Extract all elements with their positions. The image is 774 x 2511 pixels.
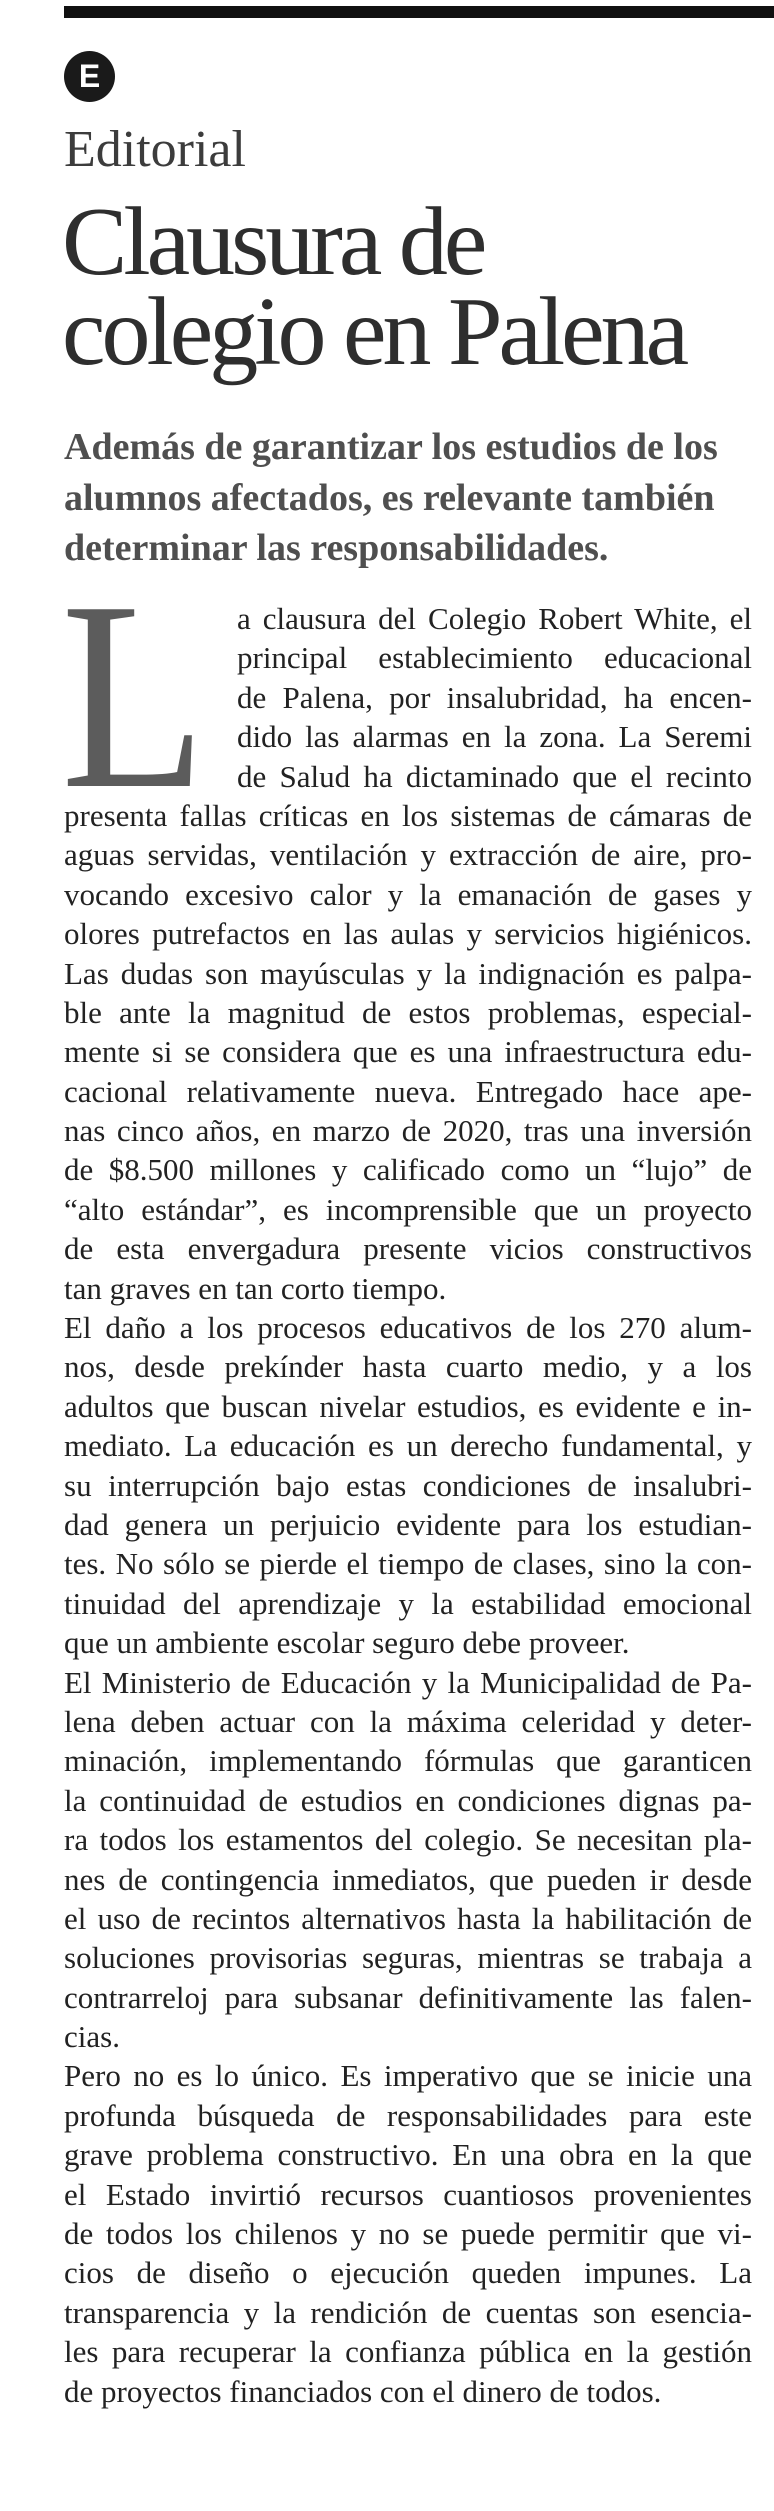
headline [62,188,686,386]
body-line: principal establecimiento educacional [237,640,752,676]
section-badge: E [64,51,115,102]
body-line: olores putrefactos en las aulas y servicios higiénicos. [64,916,752,952]
body-line: grave problema constructivo. En una obra en la que [64,2137,752,2173]
headline-line: Clausura de [62,188,484,296]
body-line: el Estado invirtió recursos cuantiosos provenientes [64,2176,752,2212]
body-line: dido las alarmas en la zona. La Seremi [237,719,752,755]
body-line: El Ministerio de Educación y la Municipalidad de Pa- [64,1664,752,1700]
body-line: el uso de recintos alternativos hasta la habilitación de [64,1900,752,1936]
body-line: soluciones provisorias seguras, mientras se trabaja a [64,1940,752,1976]
body-line: Pero no es lo único. Es imperativo que se inicie una [64,2058,752,2094]
body-line: mente si se considera que es una infraestructura edu- [64,1034,752,1070]
body-line: Las dudas son mayúsculas y la indignación es palpa- [64,955,752,991]
body-line: cias. [64,2019,120,2055]
body-line: El daño a los procesos educativos de los 270 alum- [64,1310,752,1346]
body-line: nas cinco años, en marzo de 2020, tras una inversión [64,1113,752,1149]
paragraph [64,1308,752,1663]
body-line: tes. No sólo se pierde el tiempo de clases, sino la con- [64,1546,752,1582]
paragraph [64,1663,752,2057]
article-body [64,599,752,2411]
body-line: minación, implementando fórmulas que garanticen [64,1743,752,1779]
body-line: nes de contingencia inmediatos, que pueden ir desde [64,1861,752,1897]
body-line: mediato. La educación es un derecho fundamental, y [64,1428,752,1464]
drop-cap: L [61,546,207,845]
body-line: de Salud ha dictaminado que el recinto [237,758,752,794]
headline-line: colegio en Palena [62,278,686,386]
subheadline-line: Además de garantizar los estudios de los [64,426,718,468]
subheadline-line: determinar las responsabilidades. [64,527,609,569]
paragraph [64,2056,752,2411]
top-rule [64,6,774,18]
body-line: la continuidad de estudios en condiciones dignas pa- [64,1782,752,1818]
body-line: de esta envergadura presente vicios constructivos [64,1231,752,1267]
body-line: tan graves en tan corto tiempo. [64,1270,447,1306]
body-line: de $8.500 millones y calificado como un “lujo” de [64,1152,752,1188]
body-line: nos, desde prekínder hasta cuarto medio, y a los [64,1349,752,1385]
body-line: de todos los chilenos y no se puede permitir que vi- [64,2216,752,2252]
body-line: transparencia y la rendición de cuentas son esencia- [64,2294,752,2330]
body-line: ra todos los estamentos del colegio. Se necesitan pla- [64,1822,752,1858]
body-line: de proyectos financiados con el dinero de todos. [64,2373,662,2409]
body-line: “alto estándar”, es incomprensible que un proyecto [64,1191,752,1227]
body-line: aguas servidas, ventilación y extracción de aire, pro- [64,837,752,873]
body-line: que un ambiente escolar seguro debe proveer. [64,1625,630,1661]
body-line: lena deben actuar con la máxima celeridad y deter- [64,1703,752,1739]
body-line: tinuidad del aprendizaje y la estabilidad emocional [64,1585,752,1621]
body-line: cacional relativamente nueva. Entregado hace ape- [64,1073,752,1109]
body-line: su interrupción bajo estas condiciones de insalubri- [64,1467,752,1503]
body-line: cios de diseño o ejecución queden impunes. La [64,2255,752,2291]
body-line: de Palena, por insalubridad, ha encen- [237,679,752,715]
body-line: profunda búsqueda de responsabilidades para este [64,2097,752,2133]
body-line: ble ante la magnitud de estos problemas, especial- [64,994,752,1030]
body-line: dad genera un perjuicio evidente para los estudian- [64,1506,752,1542]
body-line: presenta fallas críticas en los sistemas de cámaras de [64,797,752,833]
body-line: les para recuperar la confianza pública en la gestión [64,2334,752,2370]
section-label: Editorial [64,121,246,178]
body-line: contrarreloj para subsanar definitivamente las falen- [64,1979,752,2015]
body-line: a clausura del Colegio Robert White, el [237,601,752,636]
body-line: vocando excesivo calor y la emanación de gases y [64,876,752,912]
paragraph [64,599,752,1308]
body-line: adultos que buscan nivelar estudios, es evidente e in- [64,1388,752,1424]
subheadline-line: alumnos afectados, es relevante también [64,476,715,519]
